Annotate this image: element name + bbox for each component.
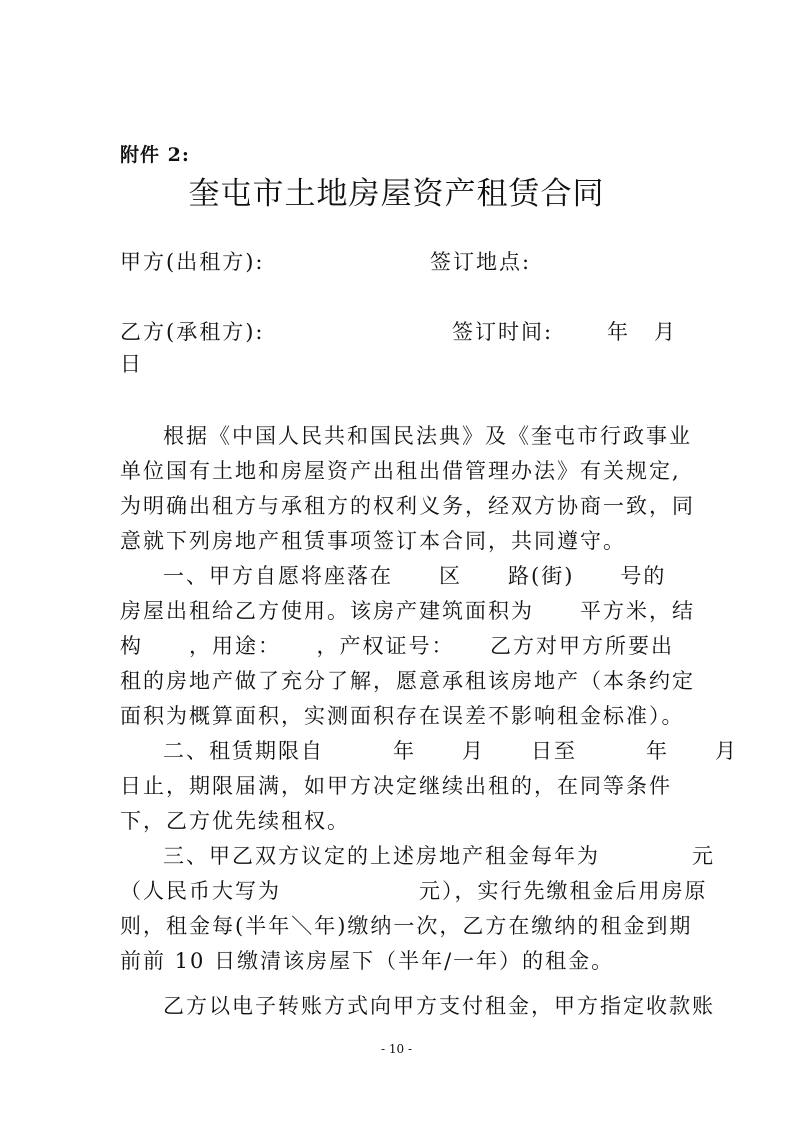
- document-title: 奎屯市土地房屋资产租赁合同: [188, 176, 605, 212]
- clause2-line-1: 二、租赁期限自 年 月 日至 年 月: [163, 739, 738, 763]
- sign-time-month: 月: [654, 320, 677, 344]
- party-a-label: 甲方(出租方):: [120, 250, 265, 274]
- clause3-line-1: 三、甲乙双方议定的上述房地产租金每年为 元: [163, 844, 715, 868]
- clause1-line-5: 面积为概算面积，实测面积存在误差不影响租金标准）。: [120, 704, 685, 728]
- intro-line-4: 意就下列房地产租赁事项签订本合同，共同遵守。: [120, 529, 626, 553]
- page-number: - 10 -: [380, 1042, 412, 1056]
- clause3-line-2: （人民币大写为 元），实行先缴租金后用房原: [120, 879, 708, 903]
- clause2-line-3: 下，乙方优先续租权。: [120, 809, 350, 833]
- attachment-label: 附件 2:: [120, 144, 190, 166]
- intro-line-2: 单位国有土地和房屋资产出租出借管理办法》有关规定,: [120, 459, 681, 483]
- intro-line-1: 根据《中国人民共和国民法典》及《奎屯市行政事业: [163, 424, 692, 448]
- clause1-line-2: 房屋出租给乙方使用。该房产建筑面积为 平方米，结: [120, 599, 695, 623]
- clause2-line-2: 日止，期限届满，如甲方决定继续出租的，在同等条件: [120, 774, 672, 798]
- clause1-line-3: 构 ，用途： ，产权证号： 乙方对甲方所要出: [120, 634, 674, 658]
- clause1-line-4: 租的房地产做了充分了解，愿意承租该房地产（本条约定: [120, 669, 695, 693]
- party-b-label: 乙方(承租方):: [120, 320, 265, 344]
- clause1-line-1: 一、甲方自愿将座落在 区 路(街) 号的: [163, 564, 667, 588]
- sign-time-day: 日: [120, 352, 143, 376]
- clause3-line-3: 则，租金每(半年＼年)缴纳一次，乙方在缴纳的租金到期: [120, 914, 693, 938]
- intro-line-3: 为明确出租方与承租方的权利义务，经双方协商一致，同: [120, 494, 695, 518]
- clause3-line-4: 前前 10 日缴清该房屋下（半年/一年）的租金。: [120, 949, 615, 973]
- sign-time-year: 年: [607, 320, 630, 344]
- payment-line-1: 乙方以电子转账方式向甲方支付租金，甲方指定收款账: [163, 994, 715, 1018]
- sign-place-label: 签订地点:: [430, 250, 532, 274]
- sign-time-label: 签订时间:: [452, 320, 554, 344]
